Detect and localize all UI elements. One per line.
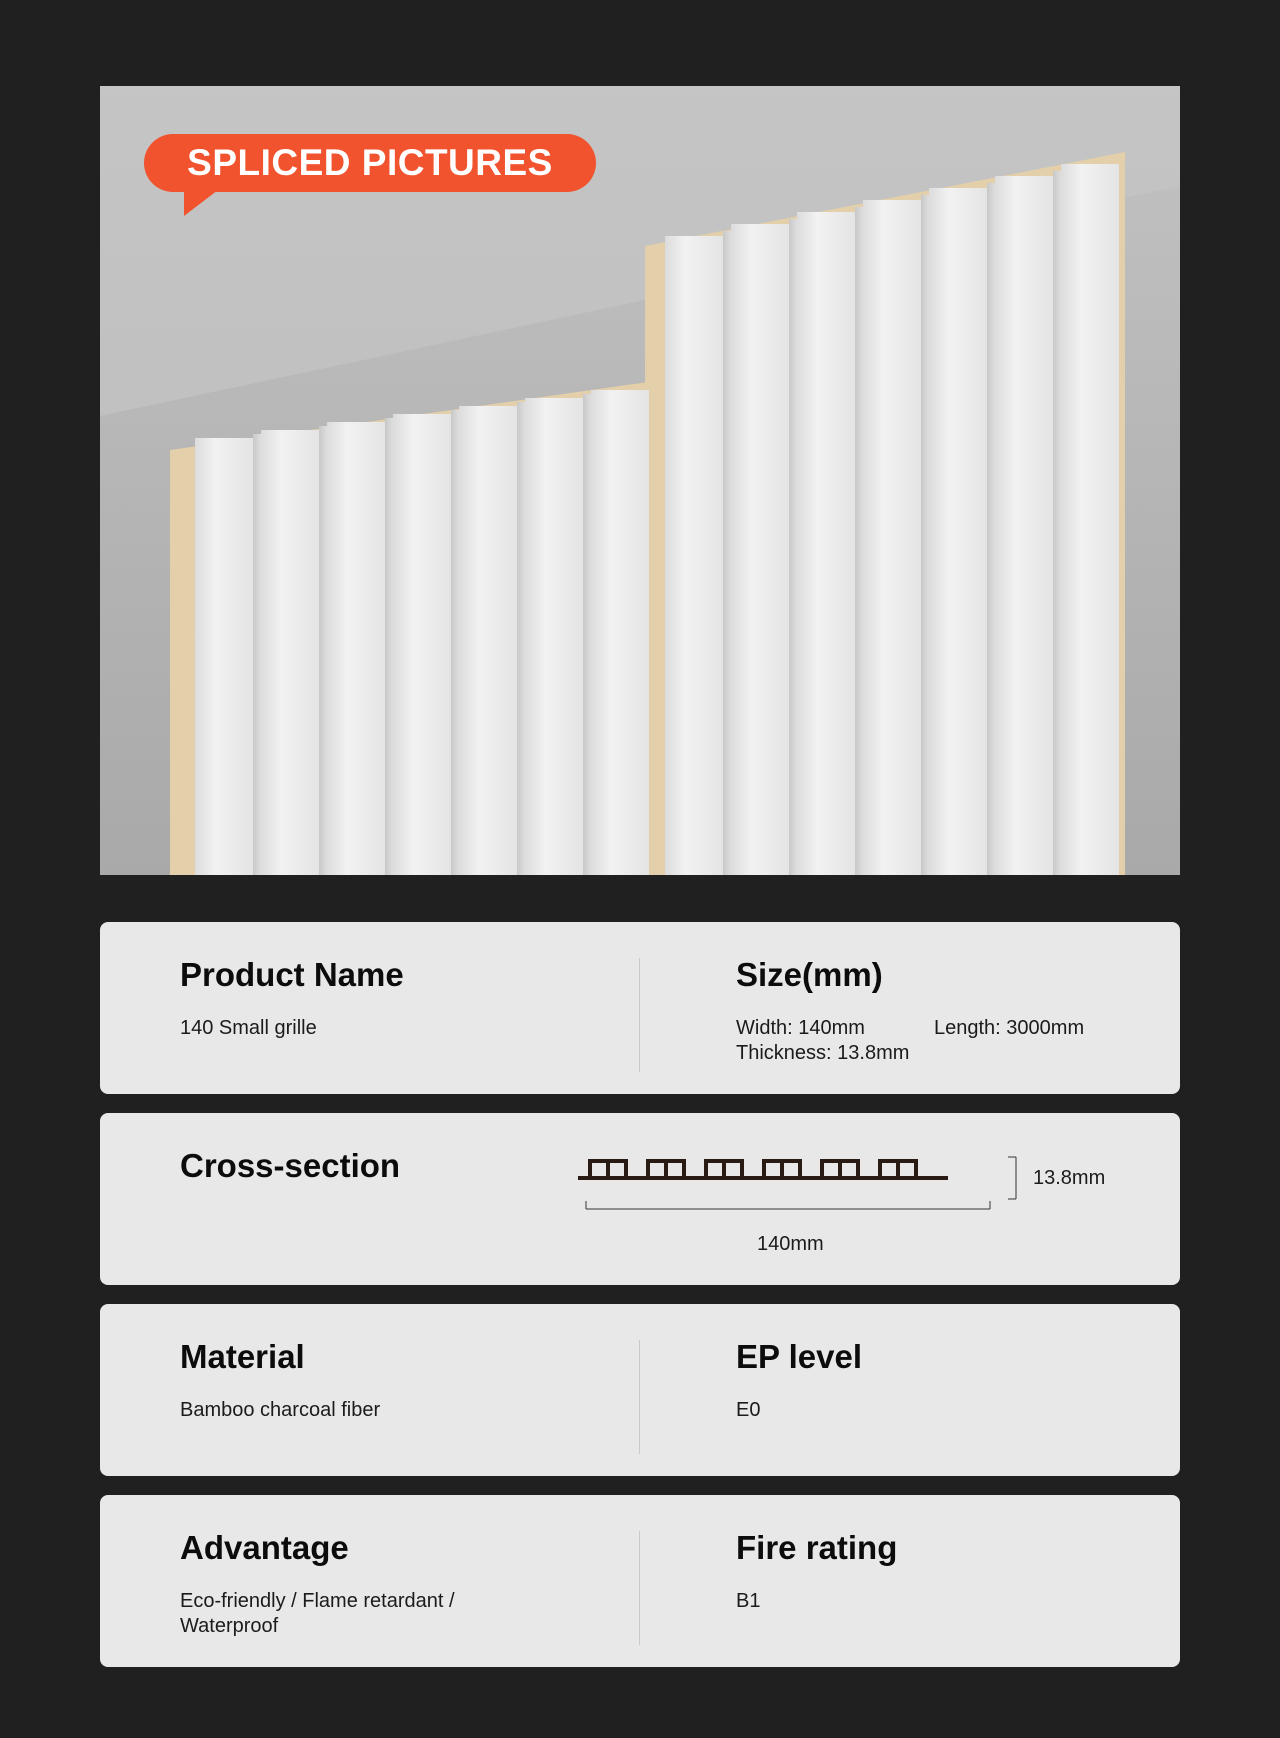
badge-tail (184, 190, 218, 216)
product-info-card (100, 922, 1180, 1094)
card-divider (639, 1340, 640, 1454)
material-card (100, 1304, 1180, 1476)
ep-level-value: E0 (736, 1399, 761, 1421)
material-heading: Material (180, 1338, 305, 1375)
slats-left (195, 390, 649, 875)
cross-section-diagram (570, 1153, 1030, 1243)
product-name-value: 140 Small grille (180, 1017, 317, 1039)
width-value: Width: 140mm (736, 1017, 865, 1039)
product-name-heading: Product Name (180, 956, 404, 993)
hero-image (100, 86, 1180, 875)
thickness-dimension-label: 13.8mm (1033, 1167, 1106, 1189)
advantage-card (100, 1495, 1180, 1667)
fire-rating-value: B1 (736, 1590, 761, 1612)
wall-panel-illustration (100, 86, 1180, 875)
fire-rating-heading: Fire rating (736, 1529, 898, 1566)
advantage-value-line2: Waterproof (180, 1615, 279, 1637)
card-divider (639, 958, 640, 1072)
size-heading: Size(mm) (736, 956, 883, 993)
material-value: Bamboo charcoal fiber (180, 1399, 381, 1421)
ep-level-heading: EP level (736, 1338, 862, 1375)
advantage-heading: Advantage (180, 1529, 349, 1566)
cross-section-card (100, 1113, 1180, 1285)
card-divider (639, 1531, 640, 1645)
thickness-value: Thickness: 13.8mm (736, 1042, 910, 1064)
cross-section-heading: Cross-section (180, 1147, 401, 1184)
advantage-value-line1: Eco-friendly / Flame retardant / (180, 1590, 455, 1612)
width-dimension-label: 140mm (757, 1233, 824, 1255)
spliced-pictures-badge: SPLICED PICTURES (144, 134, 596, 192)
slats-right (665, 164, 1119, 875)
length-value: Length: 3000mm (934, 1017, 1085, 1039)
